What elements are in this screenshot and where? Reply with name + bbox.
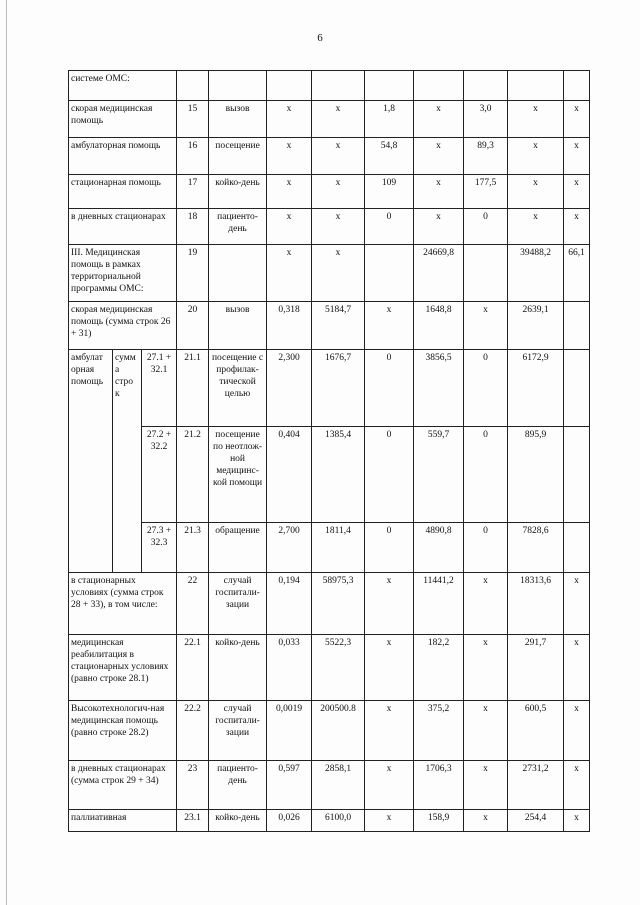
cell-value: 0 [365, 427, 414, 523]
cell-value: 66,1 [564, 245, 590, 302]
cell-value [267, 71, 312, 101]
cell-value: 2858,1 [312, 761, 365, 810]
page-edge-line [6, 0, 7, 905]
cell-value: 0 [365, 209, 414, 245]
page-number: 6 [317, 32, 323, 44]
cell-value [564, 302, 590, 350]
cell-value: 1676,7 [312, 350, 365, 427]
table-row [69, 573, 590, 635]
cell-value: x [464, 810, 508, 832]
cell-value: 182,2 [414, 635, 464, 701]
cell-value: 5184,7 [312, 302, 365, 350]
table-row [69, 635, 590, 701]
cell-name: медицинская реабилитация в стационарных условиях (равно строке 28.1) [69, 635, 177, 701]
cell-line-number: 22.1 [177, 635, 209, 701]
cell-value: x [312, 138, 365, 175]
cell-line-number: 15 [177, 101, 209, 138]
cell-name: амбулат орная помощь [69, 350, 113, 573]
cell-value: x [267, 209, 312, 245]
cell-value: 0 [464, 350, 508, 427]
cell-unit: вызов [209, 302, 267, 350]
cell-value: 39488,2 [508, 245, 564, 302]
cell-value: x [312, 101, 365, 138]
cell-value: x [414, 101, 464, 138]
cell-value: 0 [464, 523, 508, 573]
cell-line-number: 21.1 [177, 350, 209, 427]
cell-line-number [177, 71, 209, 101]
cell-name: в стационарных условиях (сумма строк 28 + 33), в том числе: [69, 573, 177, 635]
cell-value: x [267, 245, 312, 302]
cell-unit: койко-день [209, 810, 267, 832]
cell-value: 3856,5 [414, 350, 464, 427]
cell-value: 1706,3 [414, 761, 464, 810]
cell-line-number: 18 [177, 209, 209, 245]
cell-name: III. Медицинская помощь в рамках территориальной программы ОМС: [69, 245, 177, 302]
cell-unit: пациенто-день [209, 209, 267, 245]
cell-value: 200500.8 [312, 701, 365, 761]
cell-value: 177,5 [464, 175, 508, 209]
cell-value: 5522,3 [312, 635, 365, 701]
cell-line-number: 19 [177, 245, 209, 302]
cell-source-lines: 27.1 + 32.1 [142, 350, 177, 427]
cell-value: 54,8 [365, 138, 414, 175]
cell-value: 1,8 [365, 101, 414, 138]
cell-value: x [365, 635, 414, 701]
cell-value: 0,0019 [267, 701, 312, 761]
table-row [69, 175, 590, 209]
cell-value: x [564, 635, 590, 701]
cell-value: x [564, 101, 590, 138]
cell-name: скорая медицинская помощь (сумма строк 26 + 31) [69, 302, 177, 350]
cell-value: 2,300 [267, 350, 312, 427]
cell-value: x [312, 175, 365, 209]
cell-unit: вызов [209, 101, 267, 138]
cell-value: x [365, 810, 414, 832]
cell-value: 2,700 [267, 523, 312, 573]
cell-value: 0,194 [267, 573, 312, 635]
cell-value: 0 [365, 523, 414, 573]
cell-value: 1385,4 [312, 427, 365, 523]
cell-value: 254,4 [508, 810, 564, 832]
cell-unit: обращение [209, 523, 267, 573]
cell-value: 2731,2 [508, 761, 564, 810]
cell-value: x [365, 701, 414, 761]
cell-value: 18313,6 [508, 573, 564, 635]
cell-value [464, 245, 508, 302]
cell-value: x [365, 761, 414, 810]
cell-value: x [564, 701, 590, 761]
cell-value: 3,0 [464, 101, 508, 138]
cell-value: 11441,2 [414, 573, 464, 635]
cell-line-number: 21.2 [177, 427, 209, 523]
cell-name: в дневных стационарах [69, 209, 177, 245]
cell-value: x [508, 101, 564, 138]
cell-value: x [267, 138, 312, 175]
cell-value: 0 [464, 209, 508, 245]
table-row [69, 427, 590, 523]
cell-value: x [464, 573, 508, 635]
cell-name: амбулаторная помощь [69, 138, 177, 175]
cell-value: 1811,4 [312, 523, 365, 573]
table-row [69, 209, 590, 245]
cell-value: x [508, 138, 564, 175]
cell-value: x [267, 101, 312, 138]
cell-value: 291,7 [508, 635, 564, 701]
cell-value: 0 [365, 350, 414, 427]
cell-value: 6100,0 [312, 810, 365, 832]
cell-name: паллиативная [69, 810, 177, 832]
cell-value: 559,7 [414, 427, 464, 523]
cell-unit: случай госпитали-зации [209, 701, 267, 761]
cell-value: x [564, 175, 590, 209]
cell-value: x [365, 302, 414, 350]
cell-value [414, 71, 464, 101]
cell-value [365, 71, 414, 101]
cell-name: скорая медицинская помощь [69, 101, 177, 138]
cell-value: x [312, 209, 365, 245]
table-row [69, 350, 590, 427]
cell-value: x [508, 209, 564, 245]
cell-value: x [464, 302, 508, 350]
cell-unit: пациенто-день [209, 761, 267, 810]
cell-line-number: 22 [177, 573, 209, 635]
cell-unit [209, 245, 267, 302]
cell-value: x [414, 138, 464, 175]
cell-value: 109 [365, 175, 414, 209]
table-row [69, 245, 590, 302]
cell-value: x [564, 209, 590, 245]
norms-table [68, 70, 590, 832]
cell-unit: случай госпитали-зации [209, 573, 267, 635]
cell-value: x [414, 209, 464, 245]
cell-value: x [464, 761, 508, 810]
cell-value: x [564, 138, 590, 175]
cell-value: 89,3 [464, 138, 508, 175]
cell-line-number: 17 [177, 175, 209, 209]
cell-value: x [564, 761, 590, 810]
cell-value: x [564, 573, 590, 635]
table-row [69, 71, 590, 101]
cell-value: x [508, 175, 564, 209]
table-row [69, 138, 590, 175]
cell-value: 0 [464, 427, 508, 523]
cell-line-number: 23.1 [177, 810, 209, 832]
cell-value [312, 71, 365, 101]
cell-value: 895,9 [508, 427, 564, 523]
cell-unit: посещение по неотлож-ной медицинс-кой помощи [209, 427, 267, 523]
cell-line-number: 22.2 [177, 701, 209, 761]
cell-value: x [267, 175, 312, 209]
cell-value [564, 427, 590, 523]
cell-value: x [312, 245, 365, 302]
cell-value: 24669,8 [414, 245, 464, 302]
table-row [69, 302, 590, 350]
cell-value: 600,5 [508, 701, 564, 761]
cell-name: в дневных стационарах (сумма строк 29 + 34) [69, 761, 177, 810]
cell-value: 0,318 [267, 302, 312, 350]
cell-unit: койко-день [209, 175, 267, 209]
cell-name: системе ОМС: [69, 71, 177, 101]
cell-source-lines: 27.2 + 32.2 [142, 427, 177, 523]
cell-subname: сумм а стро к [113, 350, 142, 573]
cell-line-number: 20 [177, 302, 209, 350]
cell-value: 0,033 [267, 635, 312, 701]
table-row [69, 761, 590, 810]
cell-unit: посещение [209, 138, 267, 175]
cell-line-number: 16 [177, 138, 209, 175]
cell-value: 4890,8 [414, 523, 464, 573]
cell-value: 0,026 [267, 810, 312, 832]
cell-line-number: 23 [177, 761, 209, 810]
cell-value: 0,404 [267, 427, 312, 523]
cell-source-lines: 27.3 + 32.3 [142, 523, 177, 573]
cell-value: x [464, 635, 508, 701]
cell-value: 58975,3 [312, 573, 365, 635]
cell-value: x [464, 701, 508, 761]
cell-value [564, 71, 590, 101]
cell-value [508, 71, 564, 101]
cell-line-number: 21.3 [177, 523, 209, 573]
cell-value: 7828,6 [508, 523, 564, 573]
cell-value: 2639,1 [508, 302, 564, 350]
cell-unit: посещение с профилак-тической целью [209, 350, 267, 427]
cell-value: x [414, 175, 464, 209]
table-row [69, 523, 590, 573]
cell-value [464, 71, 508, 101]
cell-value: x [365, 573, 414, 635]
cell-value: 0,597 [267, 761, 312, 810]
cell-value [564, 523, 590, 573]
cell-value [365, 245, 414, 302]
cell-value: x [564, 810, 590, 832]
cell-name: стационарная помощь [69, 175, 177, 209]
cell-name: Высокотехнологич-ная медицинская помощь (равно строке 28.2) [69, 701, 177, 761]
cell-unit: койко-день [209, 635, 267, 701]
cell-value: 375,2 [414, 701, 464, 761]
cell-value: 6172,9 [508, 350, 564, 427]
cell-unit [209, 71, 267, 101]
table-row [69, 701, 590, 761]
cell-value: 1648,8 [414, 302, 464, 350]
table-row [69, 810, 590, 832]
table-row [69, 101, 590, 138]
cell-value [564, 350, 590, 427]
cell-value: 158,9 [414, 810, 464, 832]
